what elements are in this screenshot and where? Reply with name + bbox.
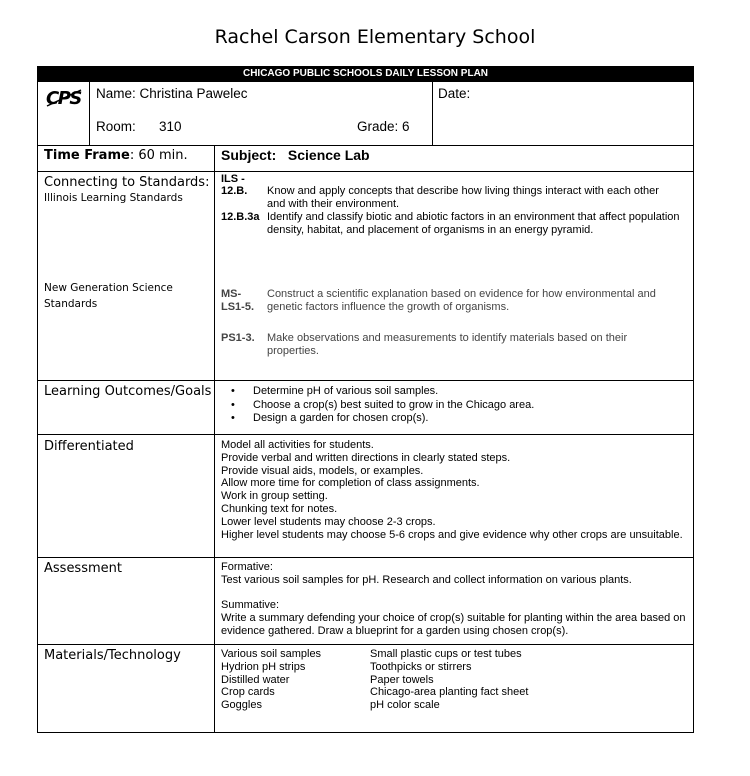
summative-text: Write a summary defending your choice of crop(s) suitable for planting within the area based on [221, 612, 686, 625]
differentiated-label: Differentiated [44, 439, 134, 454]
room-label: Room: [96, 119, 136, 134]
list-item: pH color scale [370, 699, 440, 712]
list-item: Provide visual aids, models, or examples. [221, 464, 424, 477]
formative-text: Test various soil samples for pH. Research and collect information on various plants. [221, 573, 632, 586]
time-frame: Time Frame: 60 min. [44, 148, 188, 163]
materials-col-1 [221, 648, 321, 712]
ngss-label: New Generation Science Standards [44, 282, 173, 310]
outcomes-label: Learning Outcomes/Goals [44, 384, 212, 399]
standard-code: 12.B.3a [221, 211, 260, 223]
list-item: Goggles [221, 699, 262, 712]
list-item: Various soil samples [221, 648, 322, 660]
standards-label: Connecting to Standards: [44, 175, 210, 190]
formative-label: Formative: [221, 561, 273, 573]
outcomes-list [221, 385, 534, 426]
list-item: Higher level students may choose 5-6 crops and give evidence why other crops are unsuitable. [221, 528, 683, 541]
ngss-text: Construct a scientific explanation based on evidence for how environmental and genetic factors influence the growth of organisms. [267, 288, 656, 313]
list-item: • Choose a crop(s) best suited to grow in the Chicago area. [221, 399, 534, 413]
page-title: Rachel Carson Elementary School [214, 26, 536, 48]
summative-label: Summative: [221, 599, 280, 612]
ils-label: Illinois Learning Standards [44, 192, 183, 204]
teacher-name: Name: Christina Pawelec [96, 86, 248, 101]
list-item: Distilled water [221, 673, 290, 686]
materials-col-2 [370, 648, 528, 712]
list-item: Toothpicks or stirrers [370, 660, 472, 673]
ngss-code: MS- LS1-5. [221, 288, 255, 313]
standard-code: 12.B. [221, 185, 248, 197]
room-value: 310 [159, 119, 182, 134]
list-item: Allow more time for completion of class assignments. [221, 477, 480, 490]
table-banner: CHICAGO PUBLIC SCHOOLS DAILY LESSON PLAN [37, 66, 694, 82]
summative-text: evidence gathered. Draw a blueprint for a garden using chosen crop(s). [221, 624, 569, 637]
ngss-code: PS1-3. [221, 332, 255, 344]
list-item: Lower level students may choose 2-3 crops. [221, 515, 436, 528]
assessment-label: Assessment [44, 561, 122, 576]
list-item: Chunking text for notes. [221, 502, 338, 515]
subject: Subject: Science Lab [221, 147, 370, 163]
ils-header: ILS - [221, 173, 245, 185]
materials-label: Materials/Technology [44, 648, 181, 663]
list-item: Crop cards [221, 686, 275, 699]
assessment-content [221, 561, 686, 638]
standard-text: Identify and classify biotic and abiotic factors in an environment that affect population density, habitat, and placement of organisms in an energy pyramid. [267, 211, 680, 236]
list-item: Small plastic cups or test tubes [370, 648, 522, 660]
list-item: Hydrion pH strips [221, 660, 306, 673]
list-item: Chicago-area planting fact sheet [370, 686, 529, 699]
list-item: • Determine pH of various soil samples. [221, 385, 534, 399]
svg-text:CPS: CPS [46, 88, 81, 108]
list-item: Provide verbal and written directions in clearly stated steps. [221, 451, 511, 464]
differentiated-list [221, 439, 683, 541]
list-item: Work in group setting. [221, 490, 328, 503]
date-label: Date: [438, 86, 471, 101]
list-item: • Design a garden for chosen crop(s). [221, 412, 534, 426]
standard-text: Know and apply concepts that describe how living things interact with each other and with their environment. [267, 185, 659, 210]
list-item: Paper towels [370, 673, 434, 686]
cps-logo [45, 86, 83, 108]
list-item: Model all activities for students. [221, 439, 374, 451]
ngss-text: Make observations and measurements to identify materials based on their properties. [267, 332, 628, 357]
grade-label: Grade: 6 [357, 119, 410, 134]
